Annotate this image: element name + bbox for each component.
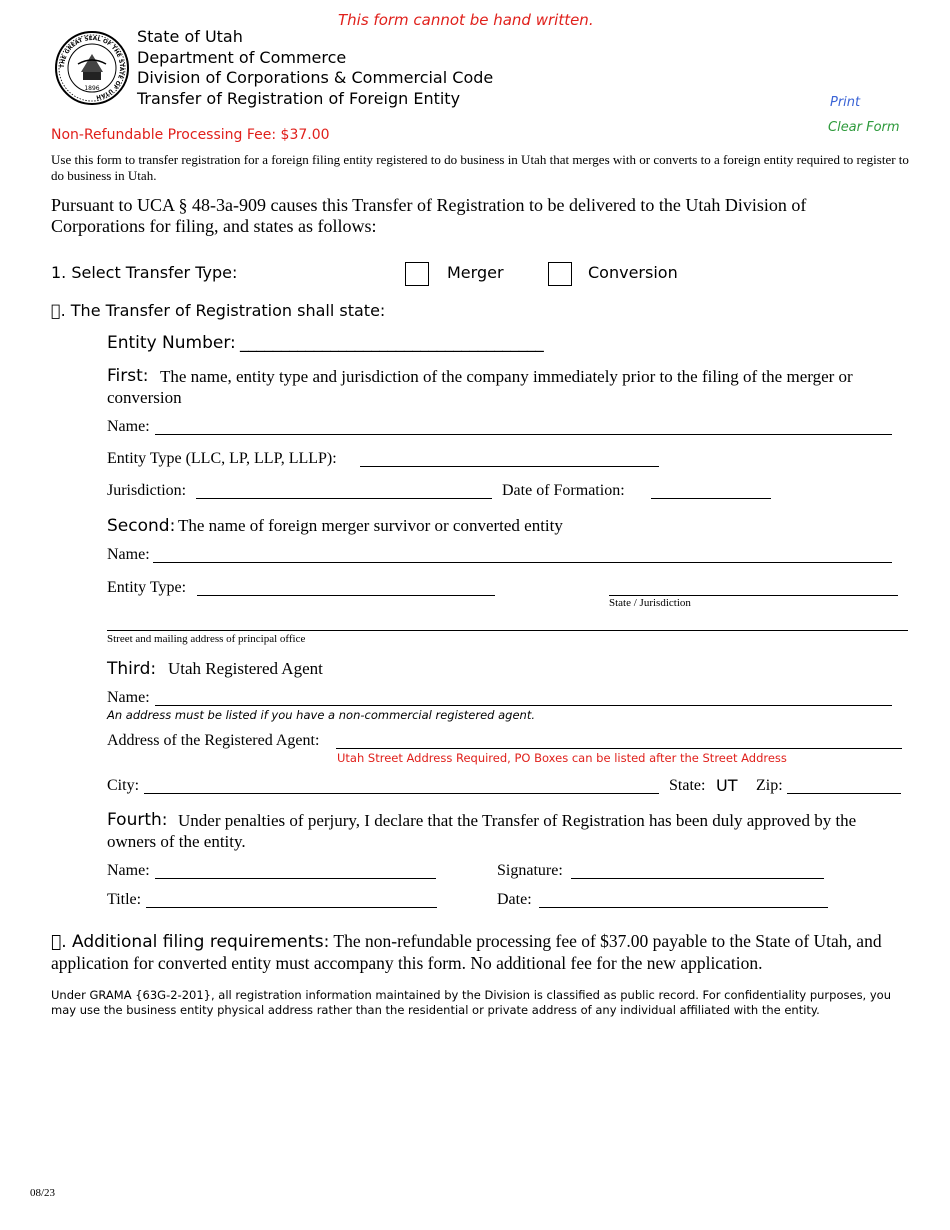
fourth-signature-label: Signature: (497, 862, 563, 879)
third-name-field[interactable] (155, 705, 892, 706)
second-address-field[interactable] (107, 630, 908, 631)
third-address-field[interactable] (336, 748, 902, 749)
clear-form-button[interactable]: Clear Form (828, 120, 900, 135)
section3-heading:  . Additional filing requirements: (51, 932, 330, 952)
first-heading: First: (107, 366, 149, 386)
processing-fee: Non-Refundable Processing Fee: $37.00 (51, 127, 330, 143)
fourth-heading: Fourth: (107, 810, 168, 830)
conversion-checkbox[interactable] (548, 262, 572, 286)
state-seal-icon (54, 30, 130, 106)
fourth-date-label: Date: (497, 891, 532, 908)
header-division: Division of Corporations & Commercial Code (137, 68, 494, 87)
first-text (107, 366, 907, 408)
fourth-date-field[interactable] (539, 907, 828, 908)
seal-year: 1896 (84, 85, 100, 92)
third-address-label: Address of the Registered Agent: (107, 732, 320, 749)
grama-notice: Under GRAMA {63G-2-201}, all registration information maintained by the Division is classified as public record. For confidentiality purposes, you may use the business entity physical address rather than the residential or private address of any individual affiliated with the entity. (51, 988, 891, 1017)
fourth-name-label: Name: (107, 862, 150, 879)
first-date-label: Date of Formation: (502, 482, 625, 499)
entity-number-label: Entity Number: (107, 333, 236, 353)
second-name-label: Name: (107, 546, 150, 563)
third-zip-field[interactable] (787, 793, 901, 794)
third-address-note: Utah Street Address Required, PO Boxes can be listed after the Street Address (337, 751, 787, 765)
second-state-field[interactable] (609, 595, 898, 596)
form-revision-code: 08/23 (30, 1187, 56, 1199)
pursuant-text: Pursuant to UCA § 48-3a-909 causes this Transfer of Registration to be delivered to the Utah Division of Corporations for filing, and states as follows: (51, 195, 807, 236)
fourth-name-field[interactable] (155, 878, 436, 879)
seal-ring-text: THE GREAT SEAL OF THE STATE OF UTAH (59, 35, 125, 100)
first-name-label: Name: (107, 418, 150, 435)
header-state: State of Utah (137, 27, 243, 46)
header-form-title: Transfer of Registration of Foreign Entity (137, 89, 461, 108)
section2-label:  . The Transfer of Registration shall state: (51, 301, 386, 320)
second-name-field[interactable] (153, 562, 892, 563)
first-entity-type-label: Entity Type (LLC, LP, LLP, LLLP): (107, 450, 337, 467)
fourth-text (107, 810, 907, 852)
second-entity-type-field[interactable] (197, 595, 495, 596)
third-city-label: City: (107, 777, 140, 794)
handwritten-warning: This form cannot be hand written. (338, 11, 594, 29)
merger-label: Merger (447, 263, 504, 282)
second-description: The name of foreign merger survivor or converted entity (178, 516, 563, 535)
merger-checkbox[interactable] (405, 262, 429, 286)
section3-text: The non-refundable processing fee of $37.00 payable to the State of Utah, and application for converted entity must accompany this form. No additional fee for the new application. (51, 931, 882, 973)
third-zip-label: Zip: (756, 777, 783, 794)
second-state-caption: State / Jurisdiction (609, 597, 691, 609)
fourth-signature-field[interactable] (571, 878, 824, 879)
fourth-title-field[interactable] (146, 907, 437, 908)
third-description: Utah Registered Agent (168, 659, 323, 678)
third-state-label: State: (669, 777, 706, 794)
first-entity-type-field[interactable] (360, 466, 659, 467)
first-name-field[interactable] (155, 434, 892, 435)
fourth-description: Under penalties of perjury, I declare that the Transfer of Registration has been duly approved by the owners of the entity. (107, 811, 857, 851)
entity-number-field[interactable]: _____________________________________ (240, 333, 544, 353)
header-department: Department of Commerce (137, 48, 347, 67)
first-jurisdiction-label: Jurisdiction: (107, 482, 187, 499)
section3 (51, 931, 901, 974)
third-name-label: Name: (107, 689, 150, 706)
third-agent-note: An address must be listed if you have a non-commercial registered agent. (107, 708, 536, 722)
print-button[interactable]: Print (830, 95, 861, 110)
third-heading: Third: (107, 659, 157, 679)
first-description: The name, entity type and jurisdiction of the company immediately prior to the filing of the merger or conversion (107, 367, 853, 407)
intro-text: Use this form to transfer registration for a foreign filing entity registered to do business in Utah that merges with or converts to a foreign entity required to register to do business in Utah. (51, 152, 909, 183)
first-jurisdiction-field[interactable] (196, 498, 492, 499)
fourth-title-label: Title: (107, 891, 142, 908)
section1-label: 1. Select Transfer Type: (51, 263, 238, 282)
third-state-value[interactable]: UT (716, 776, 738, 795)
second-heading: Second: (107, 516, 176, 536)
second-address-caption: Street and mailing address of principal office (107, 633, 306, 645)
first-date-field[interactable] (651, 498, 771, 499)
third-city-field[interactable] (144, 793, 659, 794)
second-entity-type-label: Entity Type: (107, 579, 187, 596)
conversion-label: Conversion (588, 263, 678, 282)
